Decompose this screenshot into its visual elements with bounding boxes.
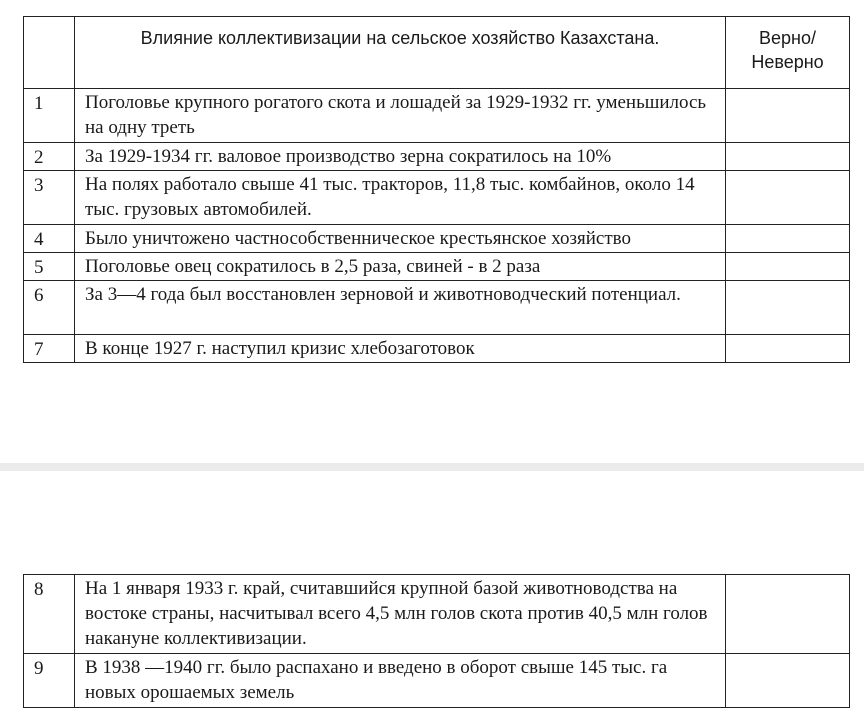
row-number: 7 (24, 335, 75, 363)
table-title: Влияние коллективизации на сельское хозяйство Казахстана. (75, 17, 726, 89)
table-header-row (24, 17, 850, 89)
row-answer-cell[interactable] (726, 575, 850, 654)
row-answer-cell[interactable] (726, 335, 850, 363)
row-answer-cell[interactable] (726, 225, 850, 253)
page-break-divider (0, 463, 864, 471)
table-row (24, 171, 850, 225)
quiz-table (23, 16, 850, 363)
row-statement: На 1 января 1933 г. край, считавшийся крупной базой животноводства на востоке страны, насчитывал всего 4,5 млн голов скота против 40,5 млн голов накануне коллективизации. (75, 575, 726, 654)
row-statement: Поголовье овец сократилось в 2,5 раза, свиней - в 2 раза (75, 253, 726, 281)
row-number: 8 (24, 575, 75, 654)
row-statement: В 1938 —1940 гг. было распахано и введено в оборот свыше 145 тыс. га новых орошаемых земель (75, 654, 726, 708)
row-answer-cell[interactable] (726, 171, 850, 225)
row-statement: За 3—4 года был восстановлен зерновой и животноводческий потенциал. (75, 281, 726, 335)
row-number: 1 (24, 89, 75, 143)
table-row (24, 575, 850, 654)
row-number: 9 (24, 654, 75, 708)
table-row (24, 89, 850, 143)
table-row (24, 335, 850, 363)
page-2-table-block (23, 574, 850, 708)
table-row (24, 281, 850, 335)
row-number: 5 (24, 253, 75, 281)
row-answer-cell[interactable] (726, 654, 850, 708)
header-number-cell (24, 17, 75, 89)
row-number: 4 (24, 225, 75, 253)
quiz-table-continued (23, 574, 850, 708)
answer-header-line-2: Неверно (751, 52, 824, 72)
row-number: 3 (24, 171, 75, 225)
row-statement: В конце 1927 г. наступил кризис хлебозаготовок (75, 335, 726, 363)
answer-header-line-1: Верно/ (759, 28, 816, 48)
row-answer-cell[interactable] (726, 253, 850, 281)
row-statement: Было уничтожено частнособственническое крестьянское хозяйство (75, 225, 726, 253)
table-row (24, 654, 850, 708)
row-answer-cell[interactable] (726, 281, 850, 335)
row-statement: Поголовье крупного рогатого скота и лошадей за 1929-1932 гг. уменьшилось на одну треть (75, 89, 726, 143)
row-answer-cell[interactable] (726, 89, 850, 143)
row-statement: За 1929-1934 гг. валовое производство зерна сократилось на 10% (75, 143, 726, 171)
answer-column-header (726, 17, 850, 89)
row-statement: На полях работало свыше 41 тыс. тракторов, 11,8 тыс. комбайнов, около 14 тыс. грузовых автомобилей. (75, 171, 726, 225)
row-number: 2 (24, 143, 75, 171)
table-row (24, 143, 850, 171)
page-1-table-block (23, 16, 850, 363)
row-answer-cell[interactable] (726, 143, 850, 171)
row-number: 6 (24, 281, 75, 335)
table-row (24, 253, 850, 281)
table-row (24, 225, 850, 253)
